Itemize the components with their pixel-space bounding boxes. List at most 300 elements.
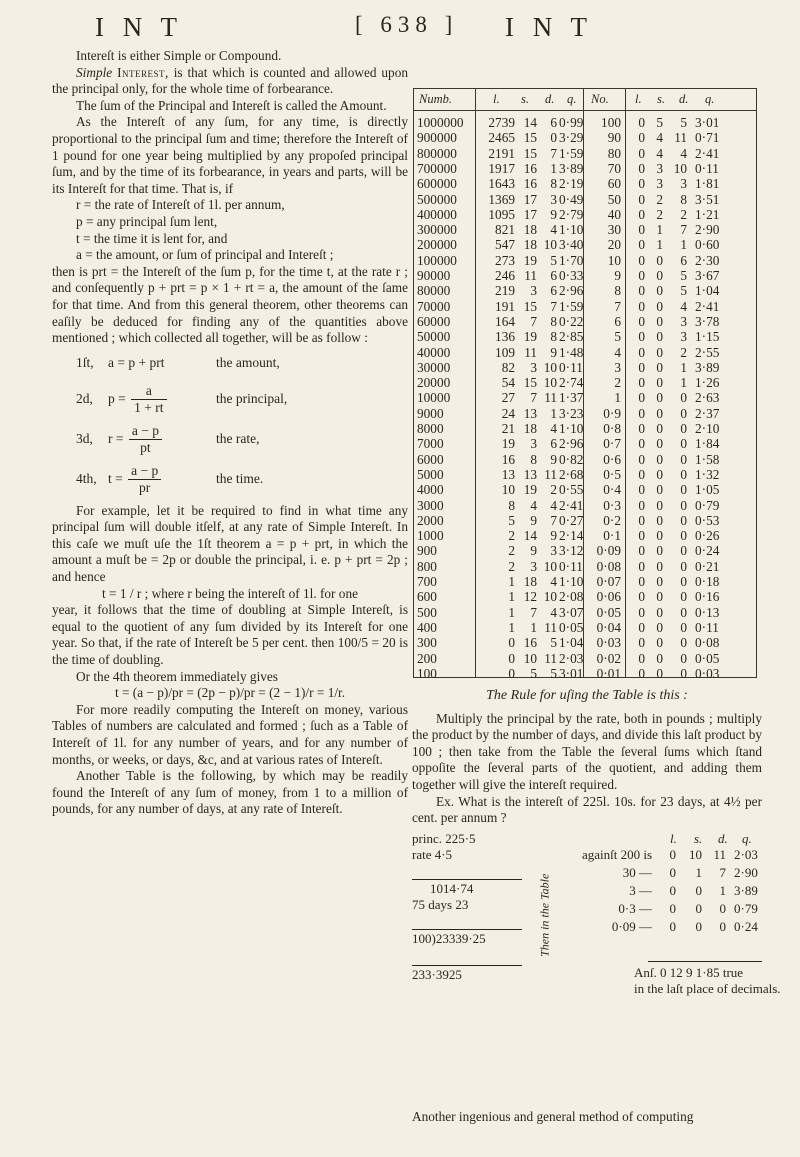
table-cell: 1 [680,375,687,391]
lookup-lead: againſt 200 is [581,846,652,862]
work-hdr-l: l. [670,830,677,846]
table-cell: 0 [638,222,645,238]
table-cell: 4 [550,497,557,513]
table-cell: 0 [638,421,645,436]
table-cell: 9 [530,512,537,528]
table-cell: 90 [607,130,621,146]
lookup-s: 1 [695,864,702,880]
table-cell: 0 [638,375,645,391]
lookup-q: 2·03 [734,846,758,862]
numerator: a − p [128,463,161,481]
table-cell: 6 [550,268,557,283]
table-cell: 0 [656,405,663,421]
table-cell: 5 [530,665,537,681]
table-cell: 6 [550,115,557,130]
table-cell: 0 [680,619,687,635]
table-cell: 800 [417,558,437,574]
table-cell: 11 [544,390,557,406]
table-cell: 1 [508,604,515,620]
lookup-d: 0 [719,918,726,934]
table-cell: 2 [508,528,515,544]
table-cell: 246 [495,268,515,283]
table-cell: 0·21 [695,558,720,574]
table-cell: 0 [656,298,663,314]
table-cell: 0 [508,635,515,651]
table-cell: 1·84 [695,436,720,452]
table-cell: 3 [530,359,537,375]
table-cell: 3·07 [559,604,584,620]
para-then: then is prt = the Intereſt of the ſum p, for the time t, at the rate r ; and conſequently p + prt = p × 1 + rt = a, the amount of the ſame for that time. And from this general theorem, other theorems can eaſily be deduced for finding any of the quantities above mentioned ; which collected all together, will be as follow : [52,263,408,346]
table-cell: 1·70 [559,252,584,268]
table-cell: 50 [607,191,621,207]
table-cell: 4 [614,344,621,360]
table-cell: 3·01 [559,665,584,681]
lookup-s: 0 [695,900,702,916]
table-cell: 300 [417,635,437,651]
table-cell: 19 [523,252,537,268]
table-cell: 0 [656,390,663,406]
lookup-s: 10 [689,846,702,862]
table-cell: 10 [523,650,537,666]
theorem-label: 1ſt, [76,354,94,370]
table-cell: 0 [680,436,687,452]
table-cell: 82 [501,359,515,375]
table-cell: 0·05 [559,619,584,635]
theorem-result: the time. [216,470,264,486]
table-cell: 11 [544,650,557,666]
th-no: No. [591,92,609,106]
para-rule: Multiply the principal by the rate, both in pounds ; multiply the product by the number of days, and divide this laſt product by 100 ; then take from the Table the ſeveral ſums which ſtand oppoſite the ſeveral parts of the quotient, and adding them together will give the intereſt required. [412,710,762,792]
denominator: 1 + rt [134,400,164,416]
table-cell: 15 [523,375,537,391]
lookup-lead: 0·09 — [611,918,652,934]
para-intro: Intereſt is either Simple or Compound. [76,48,282,63]
table-cell: 1·04 [559,635,584,651]
table-cell: 1·15 [695,329,720,345]
para-example: For example, let it be required to find in what time any principal ſum will double itſelf, at any rate of Simple Intereſt. In this caſe we muſt uſe the 1ſt theorem a = p + prt, in which the amount a muſt be = 2p or double the principal, i. e. p + prt = 2p ; and hence [52,502,408,585]
table-cell: 4 [680,145,687,161]
table-cell: 0 [680,451,687,467]
table-cell: 0 [638,436,645,452]
th-s2: s. [657,92,665,106]
left-column [52,48,408,818]
table-cell: 2·63 [695,390,720,406]
para-proportional: As the Intereſt of any ſum, for any time, is directly proportional to the principal ſum and time; therefore the Intereſt of 1 pound for one year being multiplied by any propoſed principal ſum, and by the time of its forbearance, in years and parts, will be its Intereſt for that time. That is, if [52,114,408,196]
table-cell: 11 [544,619,557,635]
table-cell: 4 [656,145,663,161]
def-r: r = the rate of Intereſt of 1l. per annum, [76,197,285,213]
table-cell: 1·37 [559,390,584,406]
lookup-s: 0 [695,918,702,934]
table-cell: 0 [656,451,663,467]
table-cell: 1369 [488,191,515,207]
th-d: d. [545,92,555,106]
table-cell: 4 [680,298,687,314]
table-cell: 0 [638,176,645,192]
table-cell: 7 [550,298,557,314]
table-cell: 2739 [488,115,515,130]
table-cell: 1·10 [559,222,584,238]
theorem-lhs: t = [108,470,123,486]
table-cell: 200000 [417,237,457,253]
table-cell: 3·89 [695,359,720,375]
table-cell: 0·7 [603,436,621,452]
table-cell: 0·05 [596,604,621,620]
table-cell: 0 [638,466,645,482]
table-cell: 0 [656,375,663,391]
table-cell: 5000 [417,466,444,482]
table-cell: 3·78 [695,313,720,329]
table-cell: 2 [614,375,621,391]
table-cell: 1·26 [695,375,720,391]
table-cell: 9 [550,344,557,360]
table-cell: 1·59 [559,298,584,314]
table-cell: 1·48 [559,344,584,360]
lookup-l: 0 [669,846,676,862]
table-cell: 219 [495,283,515,299]
table-cell: 1 [550,405,557,421]
header-right: I N T [505,12,593,42]
table-cell: 0·11 [695,619,719,635]
table-cell: 0 [638,283,645,299]
table-cell: 16 [523,160,537,176]
table-cell: 27 [501,390,515,406]
table-cell: 0·4 [603,482,621,498]
table-cell: 5 [550,252,557,268]
table-cell: 0 [638,665,645,681]
table-cell: 0 [656,421,663,436]
table-cell: 11 [674,130,687,146]
table-cell: 10 [543,589,557,605]
table-cell: 0 [680,604,687,620]
table-cell: 1 [614,390,621,406]
table-cell: 0 [680,512,687,528]
table-cell: 0·55 [559,482,584,498]
table-cell: 0·26 [695,528,720,544]
numerator: a [131,383,166,401]
table-cell: 10 [673,160,687,176]
table-cell: 10 [543,359,557,375]
theorem-fraction [131,383,166,417]
table-cell: 0 [680,405,687,421]
table-cell: 0 [638,405,645,421]
table-cell: 13 [523,466,537,482]
table-cell: 4 [550,421,557,436]
table-cell: 0 [550,130,557,146]
table-cell: 0 [656,497,663,513]
theorem-label: 3d, [76,430,93,446]
table-cell: 20 [607,237,621,253]
table-cell: 7 [530,313,537,329]
table-cell: 0 [680,482,687,498]
table-cell: 24 [501,405,515,421]
table-cell: 7 [680,222,687,238]
table-cell: 1·59 [559,145,584,161]
table-cell: 700 [417,574,437,589]
table-cell: 0·06 [596,589,621,605]
table-cell: 11 [524,268,537,283]
table-cell: 3·12 [559,543,584,559]
table-cell: 5 [550,635,557,651]
table-cell: 6000 [417,451,444,467]
table-cell: 2·30 [695,252,720,268]
table-cell: 7 [550,512,557,528]
table-rule-top [413,88,757,89]
table-cell: 21 [501,421,515,436]
table-cell: 1000000 [417,115,464,130]
table-cell: 4 [550,574,557,589]
lookup-d: 1 [719,882,726,898]
table-cell: 0 [656,283,663,299]
table-cell: 0 [508,665,515,681]
table-cell: 7 [614,298,621,314]
para-tables: For more readily computing the Intereſt on money, various Tables of numbers are calculated and formed ; ſuch as a Table of Intereſt of 1l. for any number of years, and for any number of months, or weeks, or days, &c, and at various rates of Intereſt. [52,701,408,767]
table-cell: 1 [656,237,663,253]
th-l2: l. [635,92,642,106]
table-cell: 3·40 [559,237,584,253]
work-product: 1014·74 [430,880,474,896]
table-cell: 1·10 [559,421,584,436]
table-cell: 0·3 [603,497,621,513]
table-cell: 90000 [417,268,451,283]
simple-lead: Simple [76,64,113,80]
table-cell: 0·33 [559,268,584,283]
table-cell: 1 [508,589,515,605]
table-cell: 0 [680,497,687,513]
table-cell: 17 [523,191,537,207]
table-cell: 20000 [417,375,451,391]
lookup-d: 11 [713,846,726,862]
table-cell: 0 [680,528,687,544]
table-cell: 9000 [417,405,444,421]
table-cell: 1 [656,222,663,238]
denominator: pt [140,440,151,456]
table-cell: 10 [543,558,557,574]
work-answer-note: in the laſt place of decimals. [634,980,781,996]
table-cell: 3 [550,191,557,207]
table-cell: 8000 [417,421,444,436]
table-cell: 18 [523,237,537,253]
table-cell: 17 [523,206,537,222]
table-cell: 3 [530,436,537,452]
table-cell: 0 [680,543,687,559]
theorem-equation: a = p + prt [108,354,165,370]
table-cell: 4 [550,222,557,238]
table-cell: 0 [656,482,663,498]
table-cell: 164 [495,313,515,329]
table-cell: 0 [656,574,663,589]
th-q2: q. [705,92,715,106]
lookup-q: 2·90 [734,864,758,880]
table-cell: 0·99 [559,115,584,130]
table-cell: 0 [656,650,663,666]
table-row [413,666,757,688]
table-cell: 547 [495,237,515,253]
table-cell: 10 [607,252,621,268]
table-cell: 0 [656,589,663,605]
theorem-equation [108,423,164,457]
table-cell: 2 [656,206,663,222]
table-cell: 8 [508,497,515,513]
table-cell: 0·22 [559,313,584,329]
table-cell: 16 [501,451,515,467]
work-division: 100)23339·25 [412,930,486,946]
table-cell: 3·23 [559,405,584,421]
table-cell: 5 [614,329,621,345]
table-cell: 0 [638,451,645,467]
lookup-q: 3·89 [734,882,758,898]
table-cell: 7 [530,390,537,406]
table-cell: 0·24 [695,543,720,559]
table-cell: 0 [638,344,645,360]
table-cell: 60 [607,176,621,192]
table-cell: 0 [680,650,687,666]
table-cell: 10 [543,237,557,253]
table-cell: 0 [638,390,645,406]
worked-example [412,830,781,1019]
table-cell: 8 [550,313,557,329]
table-cell: 3000 [417,497,444,513]
table-cell: 0·11 [695,160,719,176]
page-number: [ 638 ] [355,12,459,37]
table-cell: 2 [656,191,663,207]
work-hdr-d: d. [718,830,728,846]
th-d2: d. [679,92,689,106]
table-cell: 2465 [488,130,515,146]
right-column [412,688,781,1019]
table-cell: 40 [607,206,621,222]
theorem-lhs: r = [108,430,124,446]
table-cell: 2·37 [695,405,720,421]
table-cell: 2·03 [559,650,584,666]
eq-fourth: t = (a − p)/pr = (2p − p)/pr = (2 − 1)/r = 1/r. [114,685,346,701]
table-cell: 800000 [417,145,457,161]
table-cell: 3·29 [559,130,584,146]
table-cell: 6 [550,283,557,299]
table-cell: 109 [495,344,515,360]
theorem-equation [108,463,163,497]
table-cell: 2·19 [559,176,584,192]
table-cell: 13 [523,405,537,421]
table-cell: 0·11 [559,558,583,574]
table-cell: 5 [680,283,687,299]
header-left: I N T [95,12,183,42]
table-cell: 2·79 [559,206,584,222]
table-cell: 4 [656,130,663,146]
table-cell: 9 [550,206,557,222]
table-cell: 0 [638,558,645,574]
para-ex: Ex. What is the intereſt of 225l. 10s. for 23 days, at 4½ per cent. per annum ? [412,793,762,826]
table-cell: 100000 [417,252,457,268]
table-cell: 500 [417,604,437,620]
table-cell: 0 [638,650,645,666]
table-cell: 4 [530,497,537,513]
table-cell: 2·41 [559,497,584,513]
table-cell: 0·08 [596,558,621,574]
table-cell: 13 [501,466,515,482]
table-cell: 0·82 [559,451,584,467]
def-t: t = the time it is lent for, and [76,230,228,246]
table-cell: 0 [638,313,645,329]
table-cell: 10 [501,482,515,498]
table-cell: 0·13 [695,604,720,620]
table-cell: 0 [638,482,645,498]
table-cell: 80 [607,145,621,161]
table-cell: 0 [680,390,687,406]
sum-rule [648,945,762,963]
footer-text: Another ingenious and general method of computing [412,1109,694,1124]
table-cell: 0 [638,237,645,253]
table-cell: 0 [638,512,645,528]
table-cell: 3 [614,359,621,375]
table-cell: 70000 [417,298,451,314]
table-cell: 15 [523,130,537,146]
table-cell: 9 [550,528,557,544]
table-cell: 5 [680,115,687,130]
interest-table [413,88,757,681]
table-cell: 191 [495,298,515,314]
table-cell: 2·08 [559,589,584,605]
table-cell: 0·60 [695,237,720,253]
th-l: l. [493,92,500,106]
table-cell: 0 [656,619,663,635]
table-cell: 3 [656,176,663,192]
table-cell: 0·16 [695,589,720,605]
table-cell: 19 [523,329,537,345]
table-cell: 700000 [417,160,457,176]
table-cell: 0 [638,130,645,146]
table-cell: 0 [680,558,687,574]
table-cell: 0·8 [603,421,621,436]
theorem-label: 4th, [76,470,97,486]
theorem-result: the rate, [216,430,260,446]
table-cell: 3 [656,160,663,176]
table-lookup-label [536,855,552,975]
table-cell: 2 [508,543,515,559]
work-rule-3 [412,949,522,967]
table-cell: 0 [656,635,663,651]
table-cell: 0 [638,528,645,544]
simple-term: Interest, [117,64,169,80]
theorem-result: the principal, [216,390,288,406]
lookup-q: 0·24 [734,918,758,934]
table-cell: 2·41 [695,298,720,314]
table-cell: 0·05 [695,650,720,666]
table-cell: 6 [680,252,687,268]
table-cell: 1·32 [695,466,720,482]
para-fourth: Or the 4th theorem immediately gives [76,668,278,684]
table-cell: 1·58 [695,451,720,467]
table-cell: 1643 [488,176,515,192]
table-cell: 9 [614,268,621,283]
table-cell: 0 [680,421,687,436]
work-hdr-q: q. [742,830,752,846]
table-cell: 1·10 [559,574,584,589]
table-cell: 2·96 [559,436,584,452]
table-cell: 16 [523,635,537,651]
lookup-lead: 30 — [622,864,652,880]
table-cell: 0·09 [596,543,621,559]
table-cell: 0 [638,115,645,130]
table-cell: 0 [638,543,645,559]
table-cell: 0·08 [695,635,720,651]
table-cell: 136 [495,329,515,345]
table-cell: 2 [680,206,687,222]
table-cell: 0·02 [596,650,621,666]
table-cell: 0·53 [695,512,720,528]
table-cell: 0·2 [603,512,621,528]
table-cell: 19 [501,436,515,452]
